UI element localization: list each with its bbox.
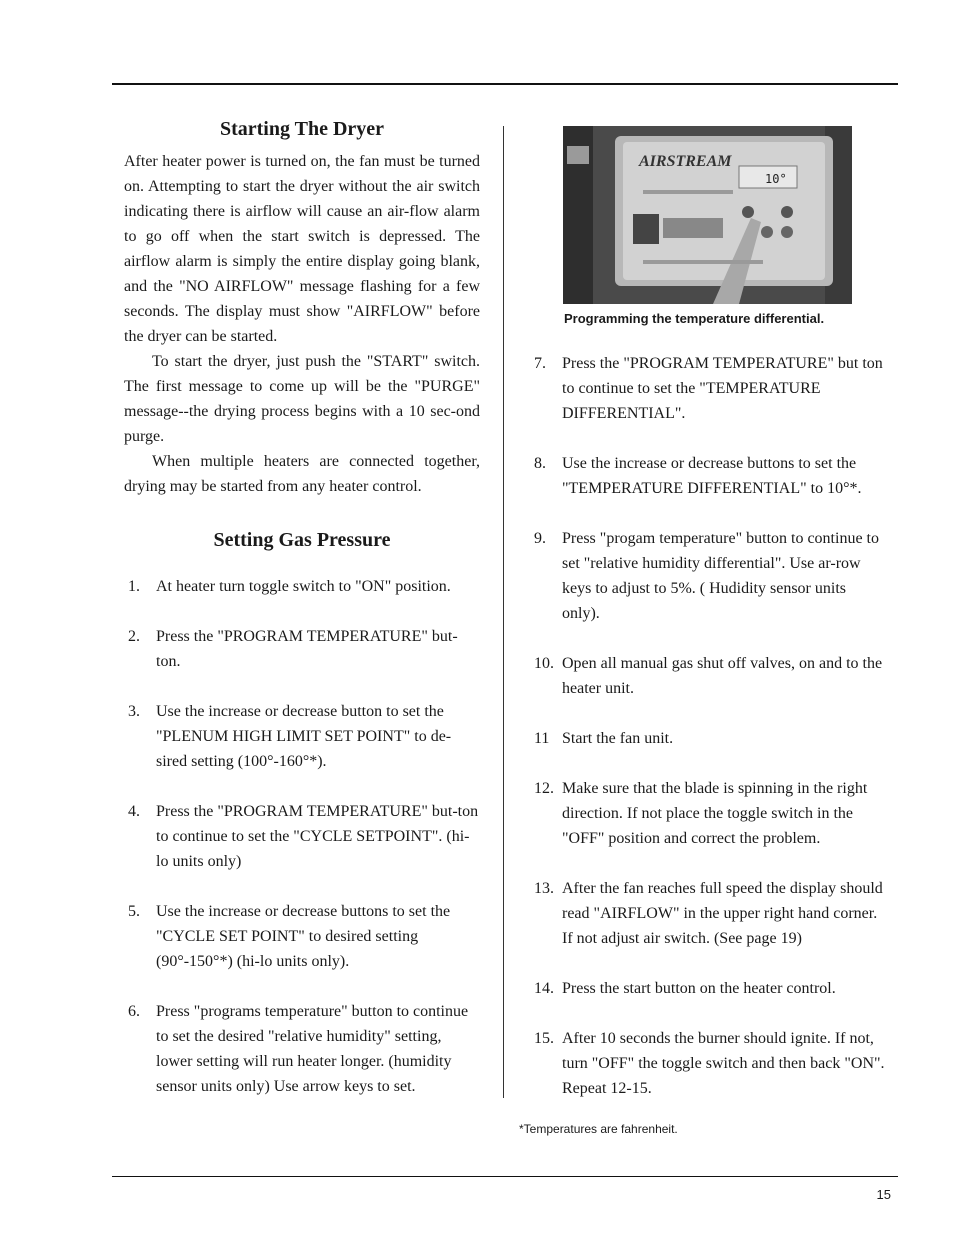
steps-list-left xyxy=(124,574,480,1099)
right-column xyxy=(534,351,886,1126)
list-item: 5. Use the increase or decrease buttons to set the "CYCLE SET POINT" to desired setting (90°-150°*) (hi-lo units only). xyxy=(128,903,451,970)
list-item: 3. Use the increase or decrease button to set the "PLENUM HIGH LIMIT SET POINT" to de-sired setting (100°-160°*). xyxy=(128,703,452,770)
left-column xyxy=(124,118,480,1124)
footnote: *Temperatures are fahrenheit. xyxy=(519,1122,678,1136)
list-item: 15. After 10 seconds the burner should ignite. If not, turn "OFF" the toggle switch and then back "ON". Repeat 12-15. xyxy=(534,1030,885,1097)
section-title-gas-pressure: Setting Gas Pressure xyxy=(213,529,391,551)
list-item: 8. Use the increase or decrease buttons to set the "TEMPERATURE DIFFERENTIAL" to 10°*. xyxy=(534,455,862,497)
list-item: 1. At heater turn toggle switch to "ON" position. xyxy=(128,578,451,595)
top-rule xyxy=(112,83,898,85)
paragraph: To start the dryer, just push the "START" switch. The first message to come up will be the "PURGE" message--the drying process begins with a 10 sec-ond purge. xyxy=(124,353,480,445)
paragraph: After heater power is turned on, the fan must be turned on. Attempting to start the dryer without the air switch indicating there is airflow will cause an air-flow alarm to go off when the start switch is depressed. The airflow alarm is simply the entire display going blank, and the "NO AIRFLOW" message flashing for a few seconds. The display must show "AIRFLOW" before the dryer can be started. xyxy=(124,153,480,345)
list-item: 4. Press the "PROGRAM TEMPERATURE" but-ton to continue to set the "CYCLE SETPOINT". (hi-lo units only) xyxy=(128,803,479,870)
list-item: 12. Make sure that the blade is spinning in the right direction. If not place the toggle switch in the "OFF" position and correct the problem. xyxy=(534,780,868,847)
list-item: 11 Start the fan unit. xyxy=(534,730,674,747)
page-number: 15 xyxy=(876,1187,891,1202)
column-divider xyxy=(503,126,504,1098)
display-readout: 10° xyxy=(765,172,787,186)
brand-logo-text: AIRSTREAM xyxy=(639,153,732,170)
list-item: 13. After the fan reaches full speed the display should read "AIRFLOW" in the upper right hand corner. If not adjust air switch. (See page 19) xyxy=(534,880,883,947)
steps-list-right xyxy=(534,351,886,1101)
list-item: 7. Press the "PROGRAM TEMPERATURE" but ton to continue to set the "TEMPERATURE DIFFERENTIAL". xyxy=(534,355,883,422)
control-panel-photo xyxy=(563,126,852,304)
list-item: 2. Press the "PROGRAM TEMPERATURE" but-ton. xyxy=(128,628,458,670)
paragraph: When multiple heaters are connected together, drying may be started from any heater control. xyxy=(124,453,480,495)
section-title-starting-dryer: Starting The Dryer xyxy=(219,118,385,140)
list-item: 10. Open all manual gas shut off valves, on and to the heater unit. xyxy=(534,655,883,697)
figure-caption: Programming the temperature differential. xyxy=(564,311,825,326)
bottom-rule xyxy=(112,1176,898,1177)
list-item: 9. Press "progam temperature" button to continue to set "relative humidity differential". Use ar-row keys to adjust to 5%. ( Hudidity sensor units only). xyxy=(534,530,879,622)
list-item: 6. Press "programs temperature" button to continue to set the desired "relative humidity" setting, lower setting will run heater longer. (humidity sensor units only) Use arrow keys to set. xyxy=(128,1003,469,1095)
list-item: 14. Press the start button on the heater control. xyxy=(534,980,836,997)
